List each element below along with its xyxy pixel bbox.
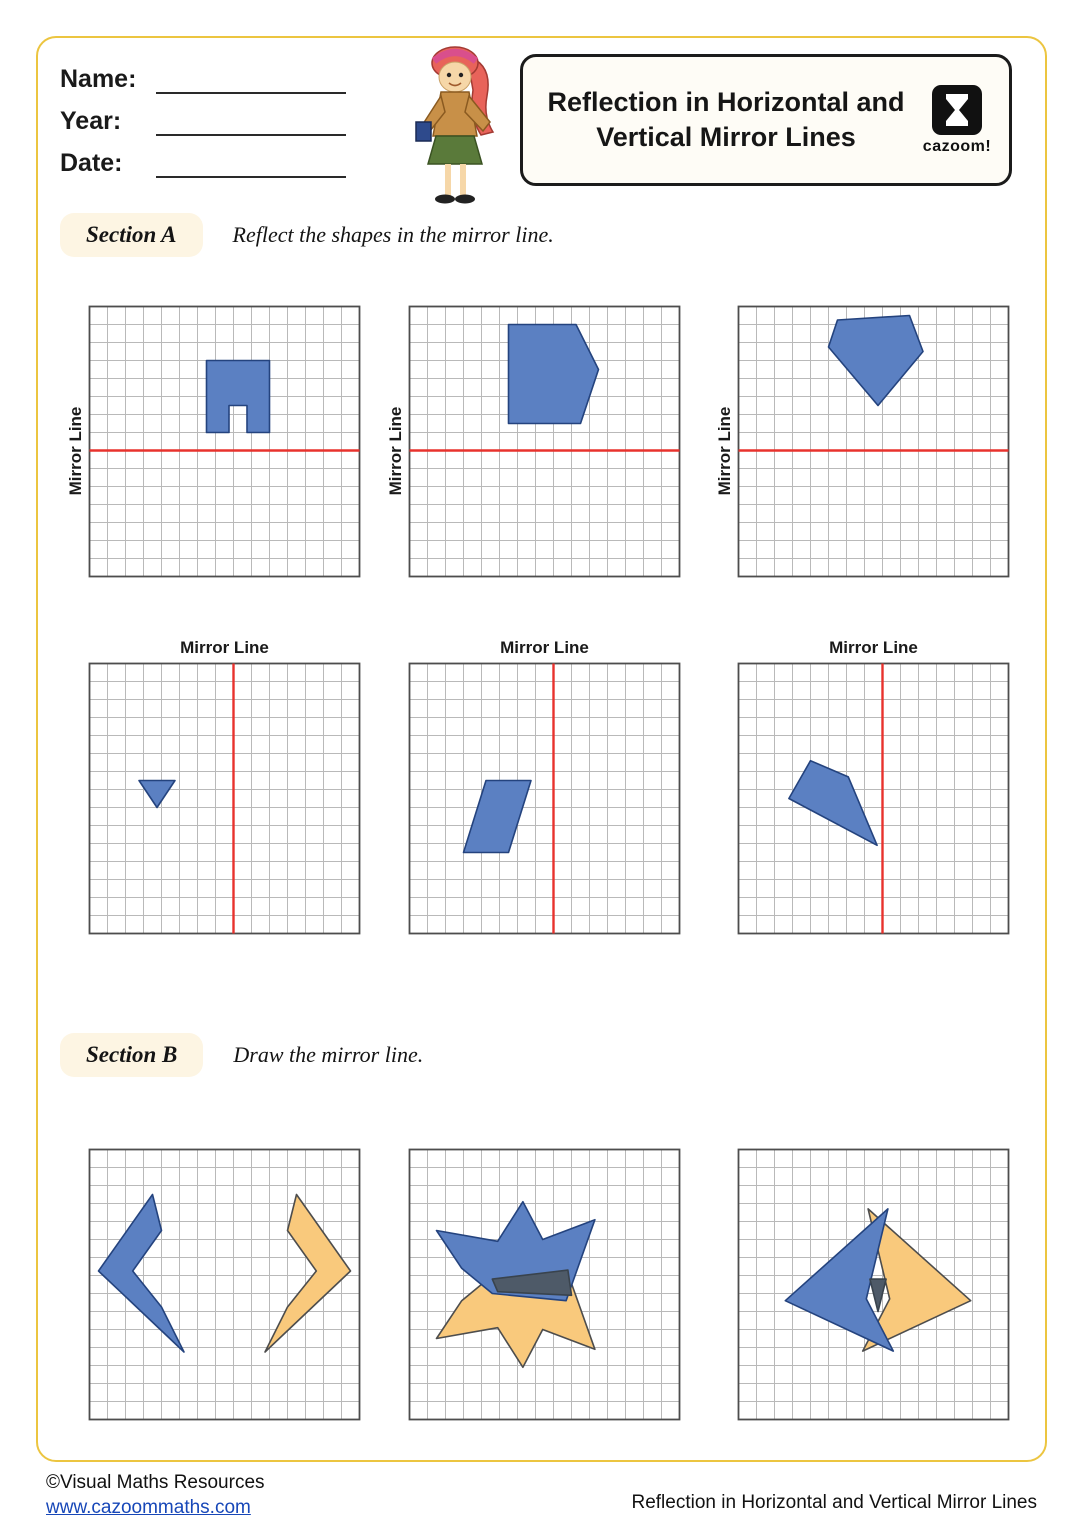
title-line-2: Vertical Mirror Lines [596,122,856,152]
answer-grid-a1[interactable] [88,305,361,578]
answer-grid-b2[interactable] [408,1148,681,1421]
name-field [60,64,346,94]
header-fields [60,64,346,190]
grid-a1 [66,305,361,578]
date-write-line [156,150,346,178]
section-a-header [60,213,554,257]
footer-doc-title: Reflection in Horizontal and Vertical Mirror Lines [631,1492,1037,1513]
section-a-label: Section A [60,213,203,257]
answer-grid-a6[interactable] [737,662,1010,935]
date-label: Date: [60,149,123,177]
answer-grid-a2[interactable] [408,305,681,578]
section-b-header [60,1033,423,1077]
worksheet-title [535,85,917,155]
grid-background [739,664,1009,934]
answer-grid-b1[interactable] [88,1148,361,1421]
mirror-line-label: Mirror Line [180,638,269,657]
name-write-line [156,66,346,94]
grid-background [90,664,360,934]
answer-grid-a4[interactable] [88,662,361,935]
year-field [60,106,346,136]
mirror-line-label: Mirror Line [829,638,918,657]
copyright-text: ©Visual Maths Resources [46,1472,265,1493]
grid-a3 [715,305,1010,578]
date-field [60,148,346,178]
grid-a5 [408,638,681,935]
answer-grid-a5[interactable] [408,662,681,935]
section-a-instruction: Reflect the shapes in the mirror line. [232,222,554,247]
title-line-1: Reflection in Horizontal and [547,86,905,117]
grid-background [410,664,680,934]
section-b-label: Section B [60,1033,203,1077]
year-write-line [156,108,346,136]
year-label: Year: [60,107,122,135]
hourglass-icon [931,84,983,136]
mirror-line-label: Mirror Line [66,406,85,496]
grid-b2 [408,1148,681,1421]
name-label: Name: [60,65,137,93]
grid-a6 [737,638,1010,935]
website-link[interactable]: www.cazoommaths.com [46,1497,251,1518]
mirror-line-label: Mirror Line [715,406,734,496]
grid-b3 [737,1148,1010,1421]
mirror-line-label: Mirror Line [500,638,589,657]
section-b-instruction: Draw the mirror line. [233,1042,424,1067]
brand-logo [917,84,997,156]
character-illustration [403,38,513,210]
mirror-line-label: Mirror Line [386,406,405,496]
grid-background [90,307,360,577]
footer-left [46,1472,265,1519]
answer-grid-b3[interactable] [737,1148,1010,1421]
grid-a4 [88,638,361,935]
answer-grid-a3[interactable] [737,305,1010,578]
title-box [520,54,1012,186]
grid-a2 [386,305,681,578]
grid-b1 [88,1148,361,1421]
brand-name: cazoom! [922,138,992,156]
